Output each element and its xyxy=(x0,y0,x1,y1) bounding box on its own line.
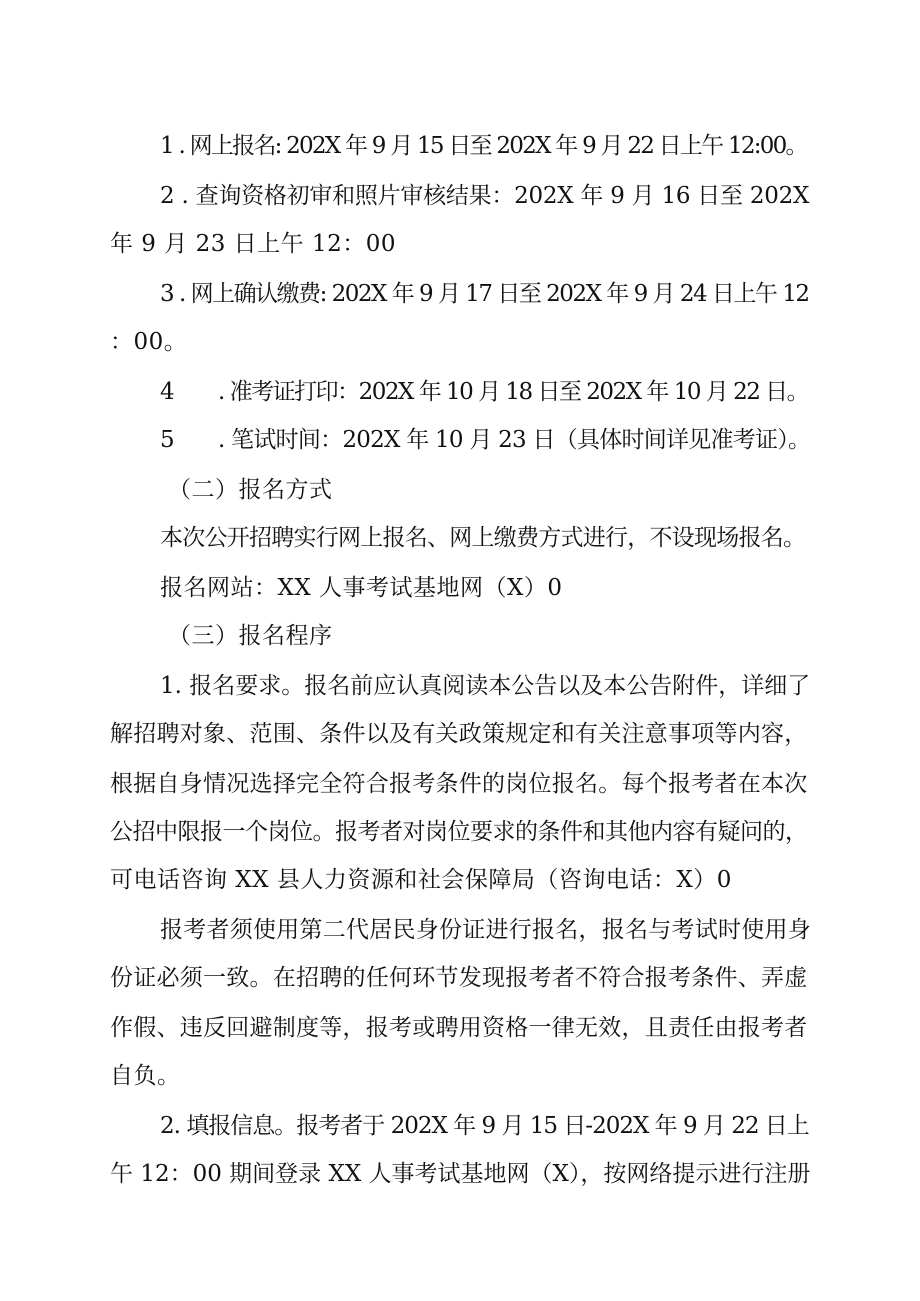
schedule-item-5-number: 5 xyxy=(160,427,176,453)
schedule-item-1: 1 . 网上报名: 202X 年 9 月 15 日至 202X 年 9 月 22 日上午 12:00。 xyxy=(160,133,807,159)
section-3-paragraph-1-line-3: 根据自身情况选择完全符合报考条件的岗位报名。每个报考者在本次 xyxy=(110,771,808,797)
schedule-item-3-line-1: 3 . 网上确认缴费: 202X 年 9 月 17 日至 202X 年 9 月 24 日上午 12 xyxy=(160,281,809,307)
section-3-paragraph-2-line-3: 作假、违反回避制度等，报考或聘用资格一律无效，且责任由报考者 xyxy=(110,1015,808,1041)
section-3-paragraph-3-line-2: 午 12：00 期间登录 XX 人事考试基地网（X），按网络提示进行注册 xyxy=(110,1161,811,1187)
section-2-paragraph-1: 本次公开招聘实行网上报名、网上缴费方式进行，不设现场报名。 xyxy=(160,525,806,551)
section-3-paragraph-2-line-4: 自负。 xyxy=(110,1063,181,1089)
schedule-item-5-text: . 笔试时间：202X 年 10 月 23 日（具体时间详见准考证）。 xyxy=(218,427,811,453)
section-3-paragraph-1-line-5: 可电话咨询 XX 县人力资源和社会保障局（咨询电话：X）0 xyxy=(110,867,732,893)
section-2-paragraph-2: 报名网站：XX 人事考试基地网（X）0 xyxy=(160,575,563,601)
section-3-paragraph-2-line-1: 报考者须使用第二代居民身份证进行报名，报名与考试时使用身 xyxy=(160,917,811,943)
schedule-item-2-line-2: 年 9 月 23 日上午 12：00 xyxy=(110,231,396,257)
section-3-paragraph-1-line-2: 解招聘对象、范围、条件以及有关政策规定和有关注意事项等内容， xyxy=(110,721,808,747)
schedule-item-2-line-1: 2 . 查询资格初审和照片审核结果：202X 年 9 月 16 日至 202X xyxy=(160,183,810,209)
section-3-paragraph-1-line-1: 1. 报名要求。报名前应认真阅读本公告以及本公告附件，详细了 xyxy=(160,673,811,699)
section-3-paragraph-2-line-2: 份证必须一致。在招聘的任何环节发现报考者不符合报考条件、弄虚 xyxy=(110,965,808,991)
section-3-paragraph-3-line-1: 2. 填报信息。报考者于 202X 年 9 月 15 日-202X 年 9 月 22 日上 xyxy=(160,1113,809,1139)
schedule-item-4-text: . 准考证打印：202X 年 10 月 18 日至 202X 年 10 月 22 日。 xyxy=(218,379,809,405)
section-3-paragraph-1-line-4: 公招中限报一个岗位。报考者对岗位要求的条件和其他内容有疑问的， xyxy=(110,819,808,845)
section-3-heading: （三）报名程序 xyxy=(168,623,333,649)
section-2-heading: （二）报名方式 xyxy=(168,477,333,503)
schedule-item-4-number: 4 xyxy=(160,379,176,405)
schedule-item-3-line-2: ：00。 xyxy=(110,329,188,355)
